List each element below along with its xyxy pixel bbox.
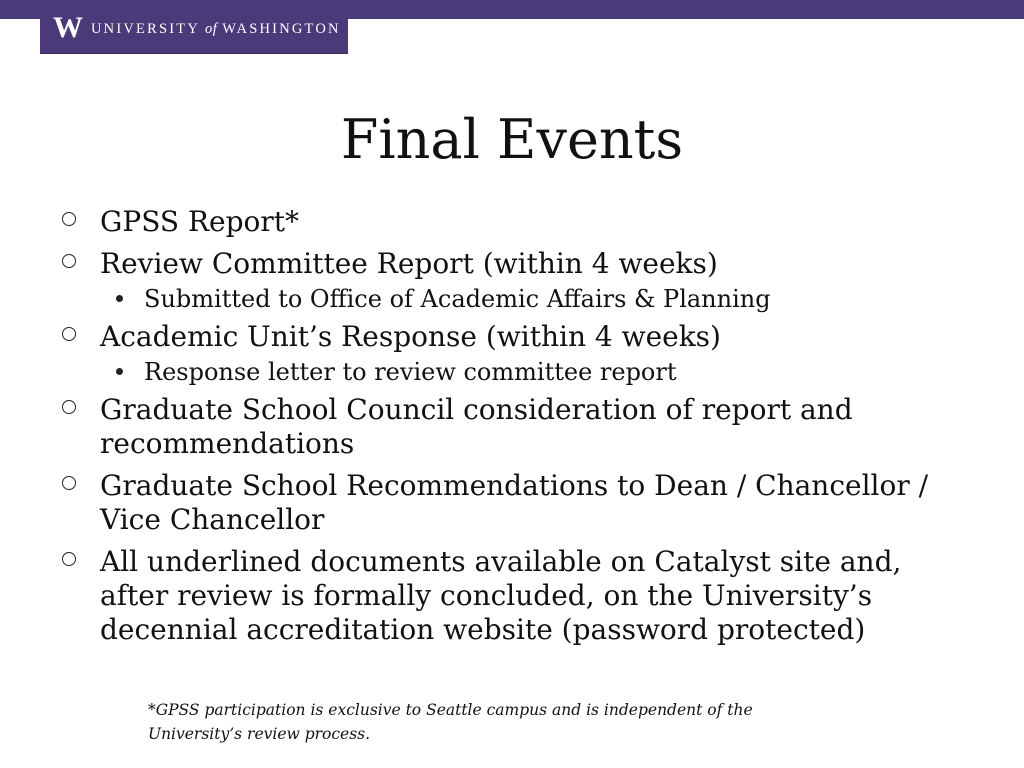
filled-dot-bullet-icon xyxy=(116,368,123,375)
hollow-circle-bullet-icon xyxy=(62,212,76,226)
bullet-list xyxy=(62,205,972,655)
uw-w-icon xyxy=(52,12,84,42)
bullet-text: All underlined documents available on Catalyst site and, after review is formally concluded, on the University’s decennial accreditation website (password protected) xyxy=(100,545,902,646)
bullet-item xyxy=(62,393,972,461)
bullet-text: Graduate School Recommendations to Dean / Chancellor / Vice Chancellor xyxy=(100,469,929,536)
sub-bullet-item xyxy=(62,284,972,314)
bullet-item xyxy=(62,320,972,354)
slide-title: Final Events xyxy=(340,108,684,171)
sub-bullet-text: Submitted to Office of Academic Affairs & Planning xyxy=(144,285,771,313)
hollow-circle-bullet-icon xyxy=(62,552,76,566)
bullet-text: Graduate School Council consideration of report and recommendations xyxy=(100,393,853,460)
university-logo xyxy=(40,0,348,53)
logo-wordmark xyxy=(91,21,341,38)
logo-washington: WASHINGTON xyxy=(222,21,341,37)
svg-text:W: W xyxy=(53,12,83,42)
bullet-text: GPSS Report* xyxy=(100,205,300,238)
footnote: *GPSS participation is exclusive to Seattle campus and is independent of the University’s review process. xyxy=(148,701,753,743)
bullet-item xyxy=(62,469,972,537)
bullet-item xyxy=(62,247,972,281)
logo-of: of xyxy=(205,21,218,37)
bullet-item xyxy=(62,545,972,647)
hollow-circle-bullet-icon xyxy=(62,327,76,341)
filled-dot-bullet-icon xyxy=(116,295,123,302)
hollow-circle-bullet-icon xyxy=(62,400,76,414)
logo-university: UNIVERSITY xyxy=(91,21,200,37)
sub-bullet-item xyxy=(62,357,972,387)
bullet-text: Review Committee Report (within 4 weeks) xyxy=(100,247,718,280)
hollow-circle-bullet-icon xyxy=(62,476,76,490)
bullet-item xyxy=(62,205,972,239)
bullet-text: Academic Unit’s Response (within 4 weeks) xyxy=(100,320,721,353)
hollow-circle-bullet-icon xyxy=(62,254,76,268)
sub-bullet-text: Response letter to review committee report xyxy=(144,358,677,386)
